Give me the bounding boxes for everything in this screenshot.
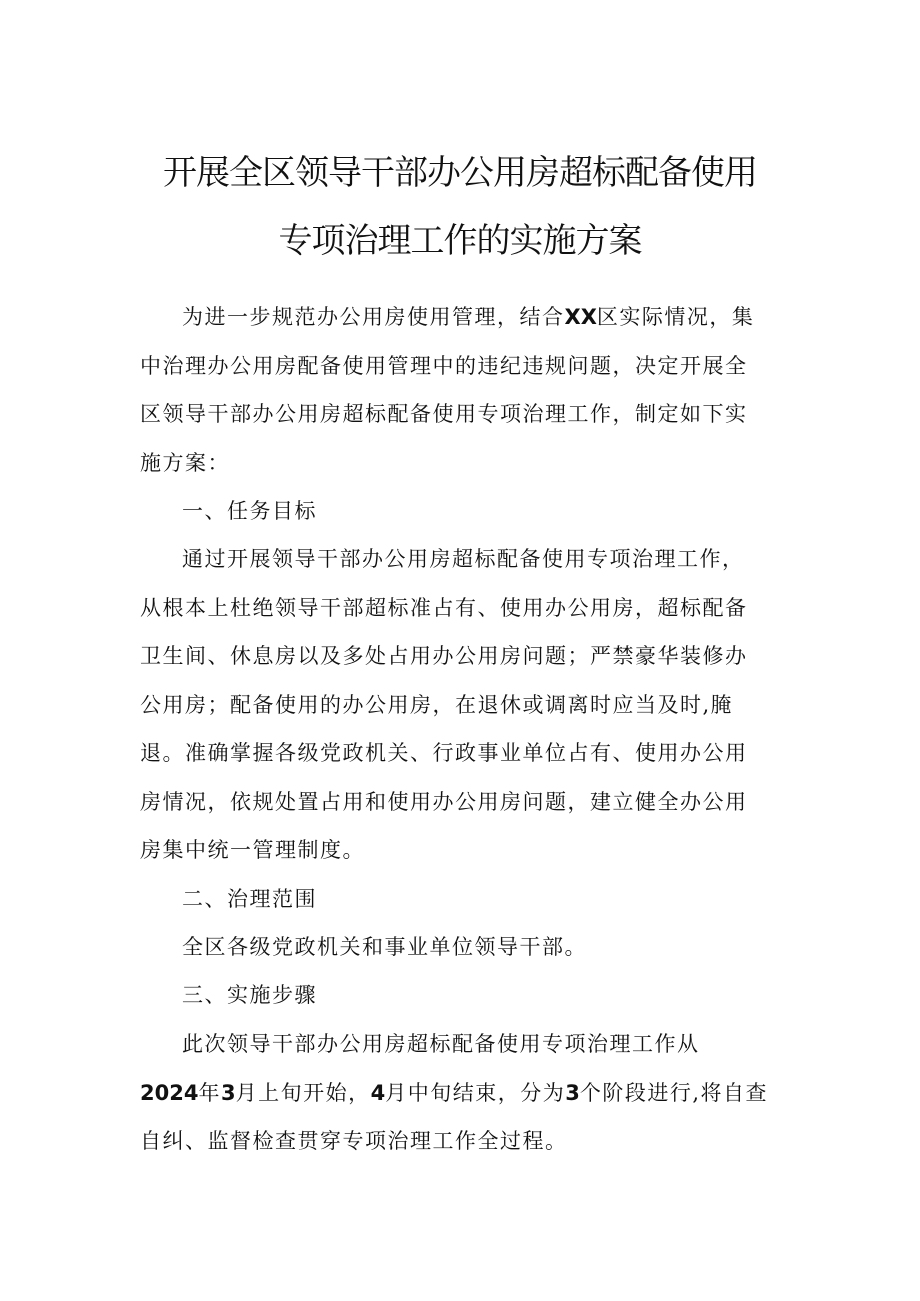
intro-line-4: 施方案： — [140, 450, 230, 475]
section-1-line: 房情况，依规处置占用和使用办公用房问题，建立健全办公用 — [140, 789, 748, 814]
section-1-line: 从根本上杜绝领导干部超标准占有、使用办公用房，超标配备 — [140, 595, 748, 620]
start-month-number: 3 — [220, 1080, 236, 1105]
intro-line-1: 为进一步规范办公用房使用管理，结合XX区实际情况，集 — [182, 305, 755, 329]
section-3-line-3: 自纠、监督检查贯穿专项治理工作全过程。 — [140, 1129, 568, 1153]
document-title-line-1: 开展全区领导干部办公用房超标配备使用 — [163, 153, 757, 193]
intro-line-2: 中治理办公用房配备使用管理中的违纪违规问题，决定开展全 — [140, 353, 748, 378]
intro-line-3: 区领导干部办公用房超标配备使用专项治理工作，制定如下实 — [140, 402, 748, 426]
document-title-line-2: 专项治理工作的实施方案 — [278, 221, 642, 261]
section-1-heading: 一、任务目标 — [182, 499, 317, 523]
section-3-line-1: 此次领导干部办公用房超标配备使用专项治理工作从 — [182, 1032, 700, 1056]
section-1-line: 卫生间、休息房以及多处占用办公用房问题；严禁豪华装修办 — [140, 644, 748, 668]
section-2-heading: 二、治理范围 — [182, 887, 317, 911]
section-1-line: 通过开展领导干部办公用房超标配备使用专项治理工作， — [182, 547, 745, 571]
section-1-paragraph — [140, 535, 765, 875]
section-3-heading: 三、实施步骤 — [182, 983, 317, 1007]
district-placeholder: XX — [564, 305, 597, 329]
year-number: 2024 — [140, 1080, 199, 1105]
intro-paragraph — [140, 293, 765, 487]
section-1-line: 公用房；配备使用的办公用房，在退休或调离时应当及时,腌 — [140, 692, 734, 717]
section-1-line: 房集中统一管理制度。 — [140, 838, 365, 862]
stage-count-number: 3 — [565, 1080, 580, 1105]
section-1-line: 退。准确掌握各级党政机关、行政事业单位占有、使用办公用 — [140, 741, 748, 765]
section-3-line-2: 2024年3月上旬开始，4月中旬结束，分为3个阶段进行,将自查 — [140, 1080, 769, 1105]
end-month-number: 4 — [370, 1080, 386, 1105]
section-3-paragraph — [140, 1020, 769, 1166]
section-2-paragraph: 全区各级党政机关和事业单位领导干部。 — [182, 935, 587, 959]
